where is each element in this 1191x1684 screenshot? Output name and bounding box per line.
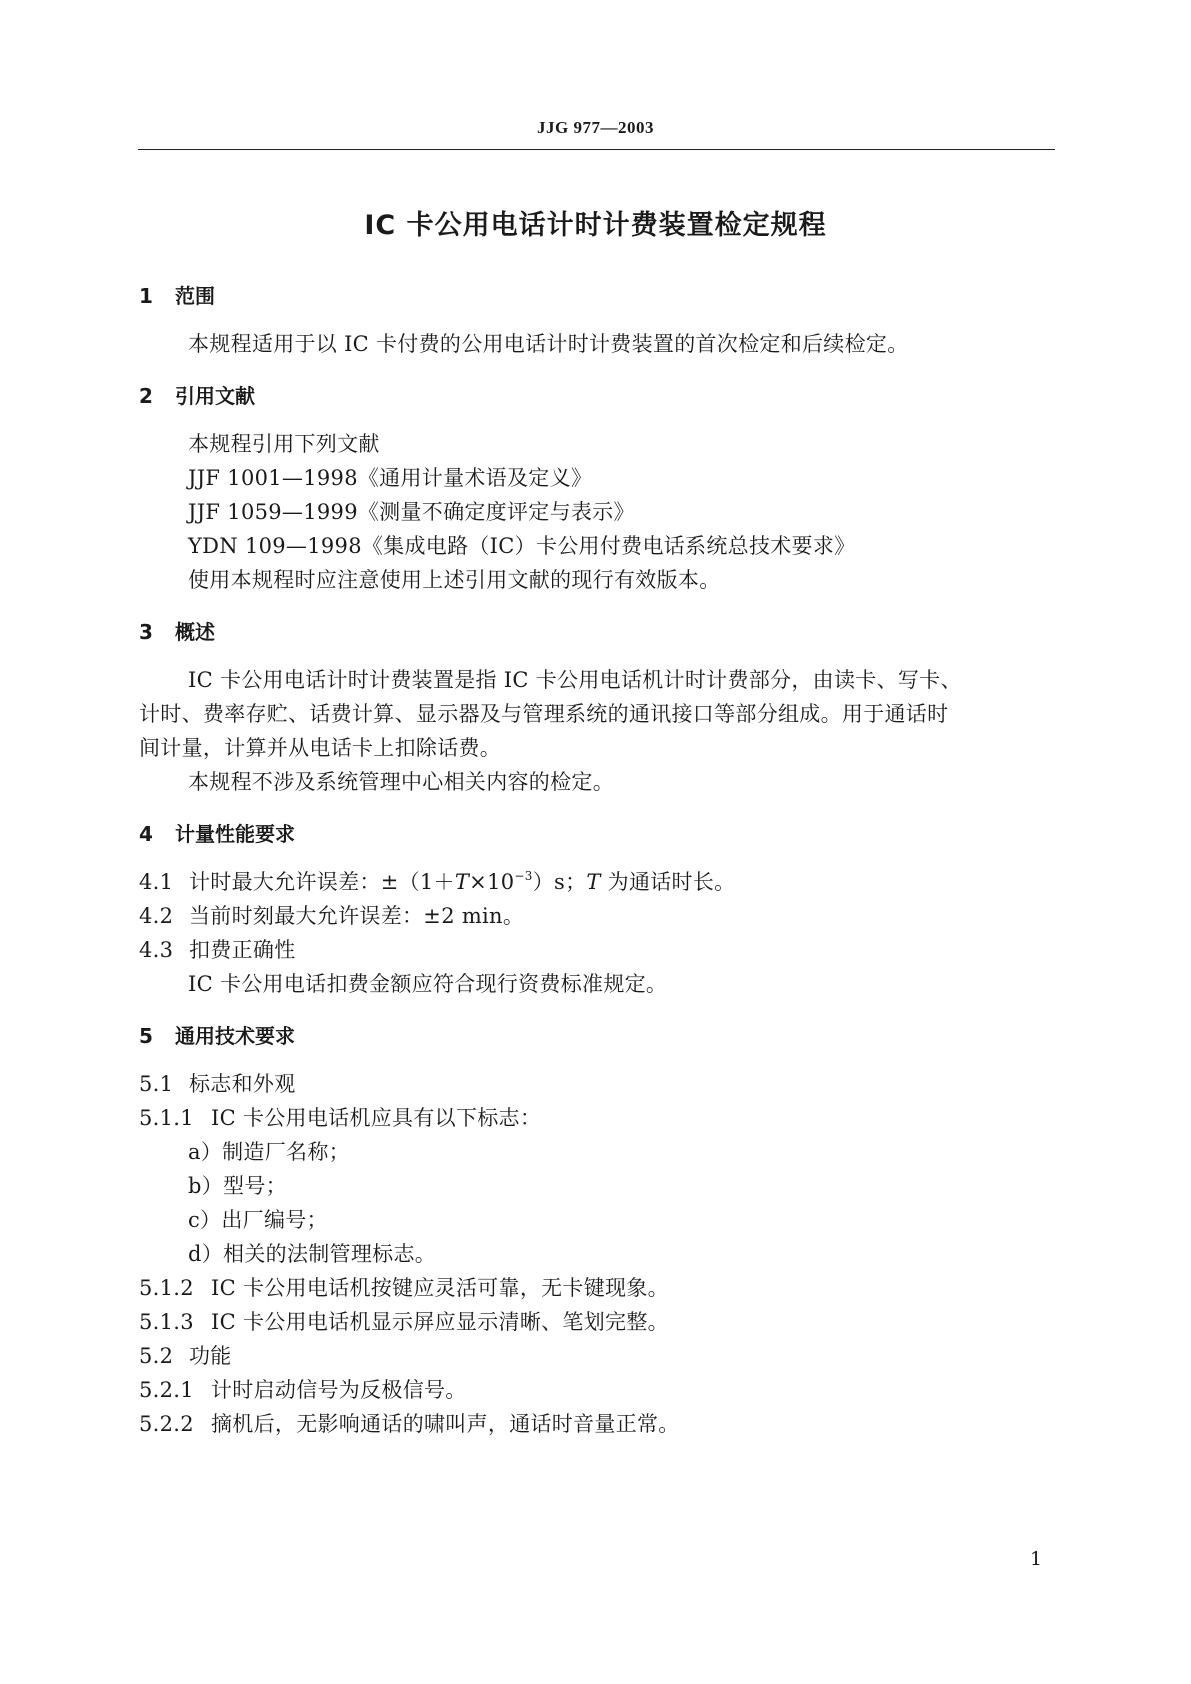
clause-text: 当前时刻最大允许误差：±2 min。 bbox=[189, 904, 525, 928]
clause-5-1-3 bbox=[139, 1306, 669, 1336]
clause-text: IC 卡公用电话机按键应灵活可靠，无卡键现象。 bbox=[211, 1276, 669, 1300]
section-heading-3 bbox=[139, 616, 215, 645]
list-item: c）出厂编号； bbox=[188, 1208, 328, 1232]
section-title: 计量性能要求 bbox=[175, 822, 295, 846]
header-rule bbox=[138, 149, 1055, 150]
section-title: 概述 bbox=[175, 620, 215, 644]
paragraph: 本规程引用下列文献 bbox=[188, 432, 380, 456]
section-title: 通用技术要求 bbox=[175, 1024, 295, 1048]
section-heading-5 bbox=[139, 1020, 295, 1049]
standard-code-header: JJG 977—2003 bbox=[537, 118, 654, 137]
paragraph-line: 间计量，计算并从电话卡上扣除话费。 bbox=[139, 736, 502, 760]
clause-number: 4.2 bbox=[139, 904, 174, 928]
clause-number: 5.1.2 bbox=[139, 1276, 194, 1300]
clause-text: 摘机后，无影响通话的啸叫声，通话时音量正常。 bbox=[211, 1412, 680, 1436]
exponent: −3 bbox=[514, 869, 533, 883]
paragraph: IC 卡公用电话扣费金额应符合现行资费标准规定。 bbox=[188, 972, 668, 996]
section-number: 2 bbox=[139, 384, 153, 408]
clause-4-1 bbox=[139, 866, 735, 896]
variable-t: T bbox=[454, 870, 470, 894]
section-title: 引用文献 bbox=[175, 384, 255, 408]
clause-number: 5.1.3 bbox=[139, 1310, 194, 1334]
clause-text: 标志和外观 bbox=[189, 1072, 296, 1096]
clause-number: 5.2.1 bbox=[139, 1378, 194, 1402]
list-item: a）制造厂名称； bbox=[188, 1140, 350, 1164]
paragraph-line: 计时、费率存贮、话费计算、显示器及与管理系统的通讯接口等部分组成。用于通话时 bbox=[139, 702, 949, 726]
clause-number: 5.1 bbox=[139, 1072, 174, 1096]
clause-text: 为通话时长。 bbox=[600, 870, 736, 894]
clause-5-1 bbox=[139, 1068, 296, 1098]
reference-item: YDN 109—1998《集成电路（IC）卡公用付费电话系统总技术要求》 bbox=[188, 534, 856, 558]
list-item: d）相关的法制管理标志。 bbox=[188, 1242, 437, 1266]
paragraph-line: IC 卡公用电话计时计费装置是指 IC 卡公用电话机计时计费部分，由读卡、写卡、 bbox=[188, 668, 962, 692]
reference-item: JJF 1001—1998《通用计量术语及定义》 bbox=[188, 466, 593, 490]
clause-5-1-1 bbox=[139, 1102, 541, 1132]
clause-number: 4.1 bbox=[139, 870, 174, 894]
page-number: 1 bbox=[1030, 1548, 1043, 1570]
paragraph: 本规程不涉及系统管理中心相关内容的检定。 bbox=[188, 770, 614, 794]
section-title: 范围 bbox=[175, 284, 215, 308]
section-number: 1 bbox=[139, 284, 153, 308]
clause-5-1-2 bbox=[139, 1272, 669, 1302]
clause-number: 4.3 bbox=[139, 938, 174, 962]
clause-text: IC 卡公用电话机显示屏应显示清晰、笔划完整。 bbox=[211, 1310, 669, 1334]
paragraph: 使用本规程时应注意使用上述引用文献的现行有效版本。 bbox=[188, 568, 721, 592]
reference-item: JJF 1059—1999《测量不确定度评定与表示》 bbox=[188, 500, 635, 524]
paragraph: 本规程适用于以 IC 卡付费的公用电话计时计费装置的首次检定和后续检定。 bbox=[188, 332, 909, 356]
variable-t: T bbox=[586, 870, 601, 894]
section-number: 4 bbox=[139, 822, 153, 846]
section-heading-1 bbox=[139, 280, 215, 309]
clause-5-2-2 bbox=[139, 1408, 680, 1438]
clause-text: 功能 bbox=[189, 1344, 232, 1368]
clause-number: 5.2 bbox=[139, 1344, 174, 1368]
clause-text: ×10 bbox=[469, 870, 515, 894]
clause-4-2 bbox=[139, 900, 524, 930]
clause-text: 计时最大允许误差：±（1＋ bbox=[189, 870, 455, 894]
clause-text: 扣费正确性 bbox=[189, 938, 296, 962]
clause-text: 计时启动信号为反极信号。 bbox=[211, 1378, 467, 1402]
document-title: IC 卡公用电话计时计费装置检定规程 bbox=[364, 210, 827, 241]
section-heading-2 bbox=[139, 380, 255, 409]
clause-number: 5.2.2 bbox=[139, 1412, 194, 1436]
section-number: 3 bbox=[139, 620, 153, 644]
clause-5-2-1 bbox=[139, 1374, 467, 1404]
clause-text: ）s； bbox=[532, 870, 587, 894]
section-number: 5 bbox=[139, 1024, 153, 1048]
clause-number: 5.1.1 bbox=[139, 1106, 194, 1130]
list-item: b）型号； bbox=[188, 1174, 287, 1198]
clause-4-3 bbox=[139, 934, 296, 964]
clause-text: IC 卡公用电话机应具有以下标志： bbox=[211, 1106, 542, 1130]
section-heading-4 bbox=[139, 818, 295, 847]
clause-5-2 bbox=[139, 1340, 232, 1370]
